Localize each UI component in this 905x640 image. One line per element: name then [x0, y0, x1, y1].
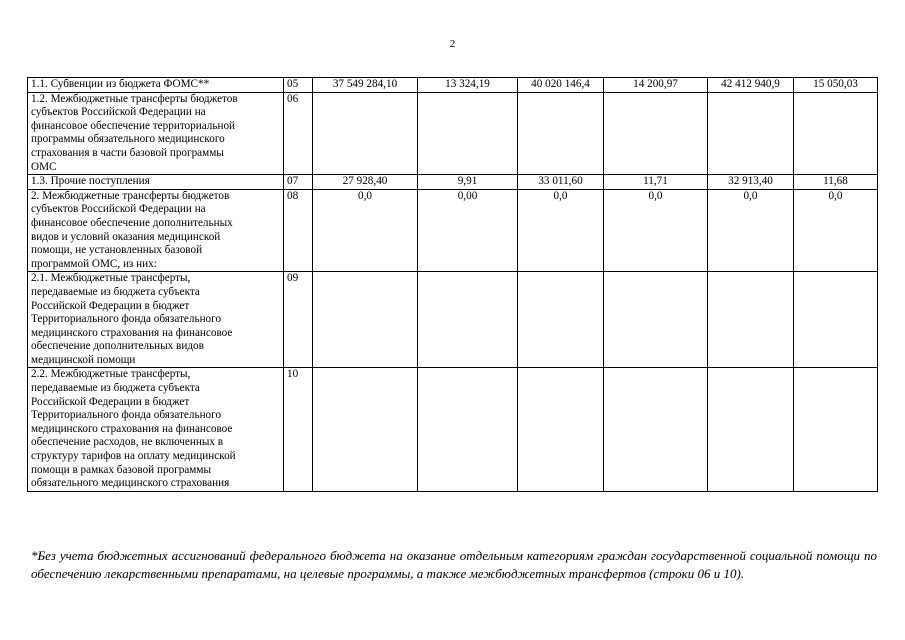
- value-cell: 15 050,03: [794, 78, 878, 93]
- value-cell: 0,0: [313, 189, 418, 272]
- value-cell: [794, 92, 878, 175]
- row-name: 1.3. Прочие поступления: [28, 175, 284, 190]
- page-number: 2: [449, 38, 456, 50]
- row-code: 10: [284, 368, 313, 491]
- row-code: 06: [284, 92, 313, 175]
- value-cell: [708, 92, 794, 175]
- value-cell: [518, 272, 604, 368]
- footnote: *Без учета бюджетных ассигнований федерального бюджета на оказание отдельным категориям граждан государственной социальной помощи по обеспечению лекарственными препаратами, на целевые программы, а также межбюджетных трансфертов (строки 06 и 10).: [31, 548, 877, 581]
- table-row: [28, 92, 878, 175]
- row-code: 09: [284, 272, 313, 368]
- value-cell: [708, 368, 794, 491]
- value-cell: 33 011,60: [518, 175, 604, 190]
- value-cell: 0,00: [418, 189, 518, 272]
- value-cell: [708, 272, 794, 368]
- value-cell: 0,0: [518, 189, 604, 272]
- value-cell: [313, 368, 418, 491]
- value-cell: 27 928,40: [313, 175, 418, 190]
- value-cell: [518, 368, 604, 491]
- value-cell: 40 020 146,4: [518, 78, 604, 93]
- row-name: 2.2. Межбюджетные трансферты, передаваемые из бюджета субъекта Российской Федерации в бюджет Территориального фонда обязательного медицинского страхования на финансовое обеспечение расходов, не включенных в структуру тарифов на оплату медицинской помощи в рамках базовой программы обязательного медицинского страхования: [28, 368, 284, 491]
- value-cell: [604, 272, 708, 368]
- value-cell: [604, 92, 708, 175]
- value-cell: 37 549 284,10: [313, 78, 418, 93]
- value-cell: 0,0: [794, 189, 878, 272]
- table-row: [28, 272, 878, 368]
- value-cell: [418, 368, 518, 491]
- value-cell: 11,71: [604, 175, 708, 190]
- value-cell: [313, 92, 418, 175]
- value-cell: [518, 92, 604, 175]
- row-name: 2. Межбюджетные трансферты бюджетов субъектов Российской Федерации на финансовое обеспечение дополнительных видов и условий оказания медицинской помощи, не установленных базовой программой ОМС, из них:: [28, 189, 284, 272]
- row-name: 2.1. Межбюджетные трансферты, передаваемые из бюджета субъекта Российской Федерации в бюджет Территориального фонда обязательного медицинского страхования на финансовое обеспечение дополнительных видов медицинской помощи: [28, 272, 284, 368]
- value-cell: [604, 368, 708, 491]
- value-cell: 14 200,97: [604, 78, 708, 93]
- row-name: 1.2. Межбюджетные трансферты бюджетов субъектов Российской Федерации на финансовое обеспечение территориальной программы обязательного медицинского страхования в части базовой программы ОМС: [28, 92, 284, 175]
- table-row: [28, 189, 878, 272]
- value-cell: [313, 272, 418, 368]
- value-cell: 0,0: [604, 189, 708, 272]
- value-cell: [794, 272, 878, 368]
- table-row: [28, 78, 878, 93]
- budget-table: [27, 77, 878, 492]
- value-cell: [418, 92, 518, 175]
- row-code: 05: [284, 78, 313, 93]
- value-cell: 13 324,19: [418, 78, 518, 93]
- value-cell: [418, 272, 518, 368]
- table-body: [28, 78, 878, 492]
- value-cell: 32 913,40: [708, 175, 794, 190]
- row-name: 1.1. Субвенции из бюджета ФОМС**: [28, 78, 284, 93]
- row-code: 07: [284, 175, 313, 190]
- table-row: [28, 175, 878, 190]
- value-cell: [794, 368, 878, 491]
- value-cell: 42 412 940,9: [708, 78, 794, 93]
- row-code: 08: [284, 189, 313, 272]
- table-row: [28, 368, 878, 491]
- value-cell: 0,0: [708, 189, 794, 272]
- value-cell: 9,91: [418, 175, 518, 190]
- value-cell: 11,68: [794, 175, 878, 190]
